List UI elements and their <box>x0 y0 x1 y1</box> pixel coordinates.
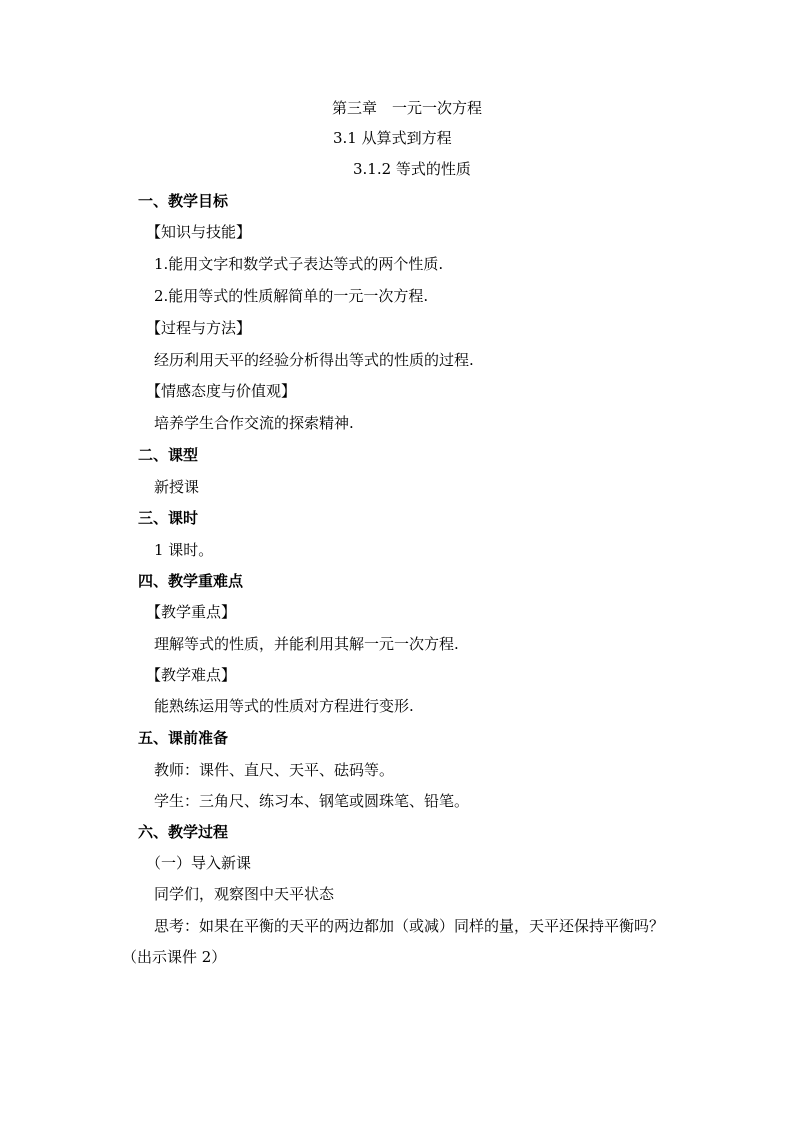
knowledge-item-1: 1.能用文字和数学式子表达等式的两个性质. <box>154 255 444 273</box>
heading-teaching-process: 六、教学过程 <box>138 823 229 841</box>
lesson-type-text: 新授课 <box>154 478 200 496</box>
difficult-point-title: 【教学难点】 <box>146 666 237 684</box>
emotion-values-title: 【情感态度与价值观】 <box>146 382 297 400</box>
chapter-title: 第三章 一元一次方程 <box>332 99 483 117</box>
emotion-values-text: 培养学生合作交流的探索精神. <box>154 414 354 432</box>
subsection-title: 3.1.2 等式的性质 <box>353 160 471 178</box>
heading-key-difficult: 四、教学重难点 <box>138 572 244 590</box>
knowledge-item-2: 2.能用等式的性质解简单的一元一次方程. <box>154 287 429 305</box>
heading-lesson-time: 三、课时 <box>138 509 199 527</box>
heading-lesson-type: 二、课型 <box>138 446 199 464</box>
section-title: 3.1 从算式到方程 <box>333 129 452 147</box>
difficult-point-text: 能熟练运用等式的性质对方程进行变形. <box>154 697 414 715</box>
process-method-text: 经历利用天平的经验分析得出等式的性质的过程. <box>154 351 474 369</box>
heading-teaching-goals: 一、教学目标 <box>138 192 229 210</box>
process-method-title: 【过程与方法】 <box>146 319 252 337</box>
intro-text: 同学们，观察图中天平状态 <box>154 885 335 903</box>
heading-preparation: 五、课前准备 <box>138 729 229 747</box>
lesson-time-text: 1 课时。 <box>154 541 214 559</box>
teacher-preparation: 教师：课件、直尺、天平、砝码等。 <box>154 761 395 779</box>
intro-title: （一）导入新课 <box>146 854 252 872</box>
student-preparation: 学生：三角尺、练习本、钢笔或圆珠笔、铅笔。 <box>154 792 470 810</box>
think-question: 思考：如果在平衡的天平的两边都加（或减）同样的量，天平还保持平衡吗？ <box>154 917 665 935</box>
show-courseware-note: （出示课件 2） <box>122 948 227 966</box>
key-point-title: 【教学重点】 <box>146 603 237 621</box>
key-point-text: 理解等式的性质，并能利用其解一元一次方程. <box>154 635 459 653</box>
knowledge-skills-title: 【知识与技能】 <box>146 223 252 241</box>
